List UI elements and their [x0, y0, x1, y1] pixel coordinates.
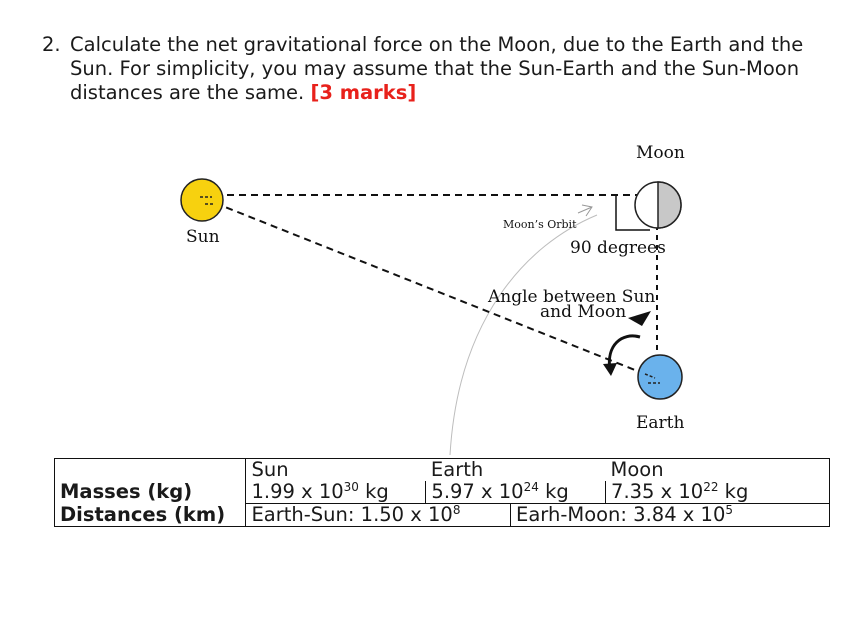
header-cell-empty	[55, 459, 246, 482]
earth-body	[638, 355, 682, 399]
right-angle-label: 90 degrees	[570, 238, 666, 258]
sun-body	[181, 179, 223, 221]
table-header-row	[55, 459, 830, 482]
header-cell-earth: Earth	[426, 459, 606, 482]
row-label-masses: Masses (kg)	[55, 481, 246, 504]
row-label-distances: Distances (km)	[55, 504, 246, 527]
table-row-masses	[55, 481, 830, 504]
sun-label: Sun	[186, 227, 220, 247]
cell-earth-moon-distance: Earh-Moon: 3.84 x $10^5$	[606, 504, 830, 527]
moon-label: Moon	[636, 143, 685, 163]
table-row-distances	[55, 504, 830, 527]
cell-earth-mass: 5.97 x $10^{24}$ kg	[426, 481, 606, 504]
angle-label-line1: Angle between Sun	[488, 287, 656, 307]
earth-label: Earth	[636, 413, 685, 433]
orbit-arrow	[578, 205, 592, 216]
angle-pointer	[628, 311, 651, 326]
cell-sun-mass: 1.99 x $10^{30}$ kg	[246, 481, 426, 504]
cell-earth-sun-distance: Earth-Sun: 1.50 x $10^8$	[246, 504, 606, 527]
header-cell-moon: Moon	[606, 459, 830, 482]
header-cell-sun: Sun	[246, 459, 426, 482]
moon-shadow	[658, 182, 681, 228]
angle-arrow-head	[603, 363, 617, 376]
data-table	[54, 458, 830, 527]
cell-moon-mass: 7.35 x $10^{22}$ kg	[606, 481, 830, 504]
orbit-label: Moon’s Orbit	[503, 218, 577, 231]
question-text: Calculate the net gravitational force on the Moon, due to the Earth and the Sun. For simplicity, you may assume that the Sun-Earth and the Sun-Moon distances are the same.	[70, 33, 804, 104]
angle-label-line2: and Moon	[540, 302, 627, 322]
marks-badge: [3 marks]	[310, 81, 417, 104]
question-number: 2.	[42, 33, 61, 56]
